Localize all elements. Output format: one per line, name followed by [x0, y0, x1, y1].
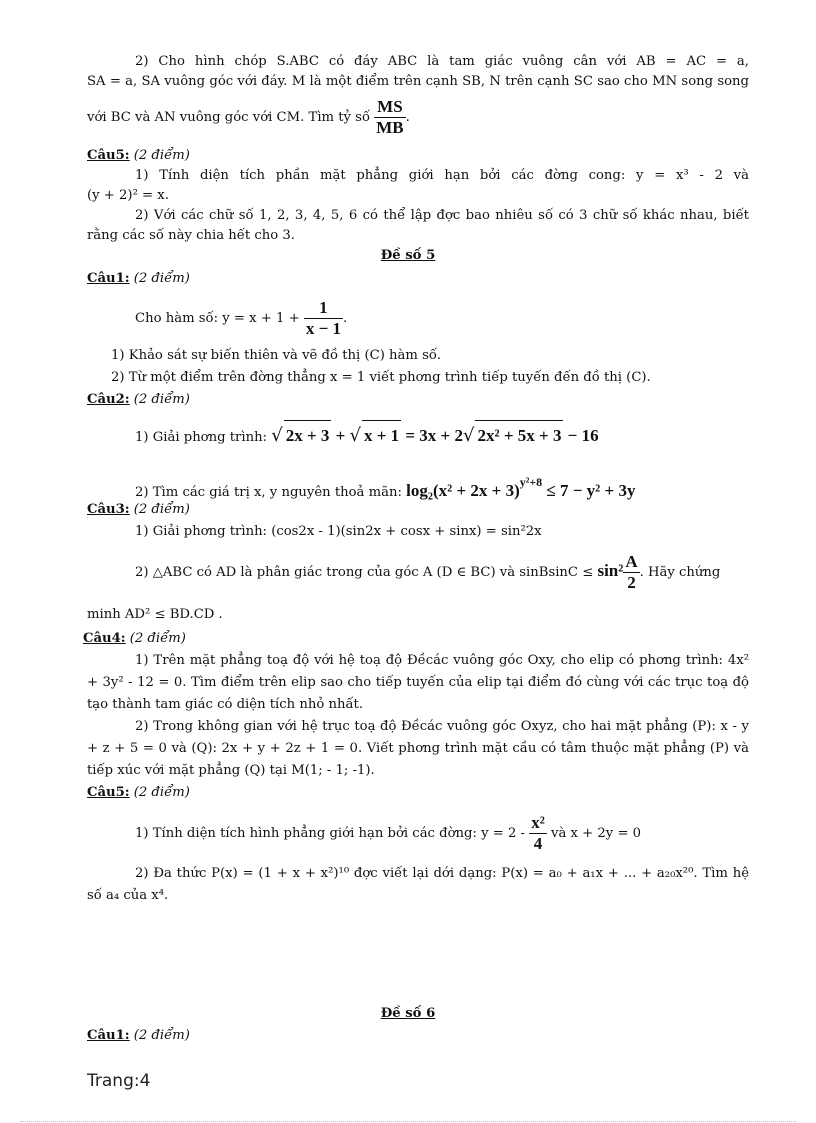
fraction-denominator: x − 1: [305, 319, 342, 338]
problem-text: 2) Tìm các giá trị x, y nguyên thoả mãn:: [135, 485, 402, 500]
math-exponent: y²+8: [519, 475, 543, 489]
question-header: [87, 269, 190, 288]
problem-text: 2) Từ một điểm trên đờng thẳng x = 1 viết phơng trình tiếp tuyến đến đồ thị (C).: [111, 370, 651, 385]
question-header: [87, 500, 190, 519]
math-expression: (x² + 2x + 3): [432, 481, 520, 500]
problem-text: tiếp xúc với mặt phẳng (Q) tại M(1; - 1; -1).: [87, 763, 375, 778]
problem-text: Cho hàm số: y = x + 1 +: [135, 311, 300, 326]
fraction-denominator: MB: [376, 118, 404, 137]
question-label: Câu1:: [87, 271, 130, 286]
problem-text: 2) Trong không gian với hệ trục toạ độ Đềcác vuông góc Oxyz, cho hai mặt phẳng (P): x - y: [135, 719, 749, 734]
question-points: (2 điểm): [133, 1028, 190, 1043]
curve-fraction: [529, 813, 547, 854]
question-label: Câu1:: [87, 1028, 130, 1043]
problem-text: với BC và AN vuông góc với CM. Tìm tỷ số: [87, 110, 371, 125]
problem-text: 2) Cho hình chóp S.ABC có đáy ABC là tam giác vuông cân với AB = AC = a,: [135, 54, 749, 69]
math-expression: ≤ 7 − y² + 3y: [546, 481, 636, 500]
question-points: (2 điểm): [129, 631, 186, 646]
problem-text: 2) Với các chữ số 1, 2, 3, 4, 5, 6 có thể lập đợc bao nhiêu số có 3 chữ số khác nhau, biết: [135, 208, 749, 223]
math-expression: − 16: [567, 426, 599, 445]
section-title: Đề số 5: [380, 248, 436, 263]
problem-text-ratio: [87, 97, 749, 138]
problem-text: rằng các số này chia hết cho 3.: [87, 228, 295, 243]
fraction-denominator: 4: [529, 833, 547, 854]
fraction-numerator: A: [625, 552, 638, 571]
math-expression: = 3x + 2: [405, 426, 463, 445]
math-expression: sin²: [597, 561, 624, 580]
problem-text: 1) Giải phơng trình: (cos2x - 1)(sin2x + cosx + sinx) = sin²2x: [135, 524, 542, 539]
radicand: 2x² + 5x + 3: [475, 420, 563, 451]
function-definition: [135, 296, 749, 342]
question-header: [83, 629, 186, 648]
ratio-fraction: [374, 97, 405, 138]
question-points: (2 điểm): [133, 392, 190, 407]
radicand: 2x + 3: [284, 420, 332, 451]
angle-fraction: [623, 552, 639, 593]
section-title: Đề số 6: [380, 1006, 436, 1021]
page-border: [20, 1121, 796, 1122]
question-header: [87, 1026, 190, 1045]
function-fraction: [304, 298, 343, 339]
question-label: Câu3:: [87, 502, 130, 517]
fraction-numerator: x²: [531, 813, 545, 832]
problem-text: 1) Tính diện tích hình phẳng giới hạn bởi các đờng: y = 2 -: [135, 826, 526, 841]
problem-text: và x + 2y = 0: [551, 826, 642, 841]
question-points: (2 điểm): [133, 148, 190, 163]
math-log: log₂: [406, 481, 433, 500]
problem-text: 1) Trên mặt phẳng toạ độ với hệ toạ độ Đềcác vuông góc Oxy, cho elip có phơng trình: 4x²: [135, 653, 749, 668]
question-header: [87, 146, 190, 165]
question-points: (2 điểm): [133, 271, 190, 286]
question-points: (2 điểm): [133, 785, 190, 800]
radical-icon: √: [462, 425, 475, 446]
problem-text-triangle: [135, 550, 749, 594]
radicand: x + 1: [362, 420, 401, 451]
question-header: [87, 783, 190, 802]
question-label: Câu5:: [87, 785, 130, 800]
area-problem: [135, 808, 749, 860]
inequality-line: [135, 462, 749, 513]
problem-text: số a₄ của x⁴.: [87, 888, 169, 903]
fraction-numerator: MS: [377, 97, 403, 116]
problem-text: + z + 5 = 0 và (Q): 2x + y + 2z + 1 = 0. Viết phơng trình mặt cầu có tâm thuộc mặt phẳng (P) và: [87, 741, 749, 756]
math-operator: +: [335, 426, 346, 445]
question-points: (2 điểm): [133, 502, 190, 517]
problem-text: 1) Khảo sát sự biến thiên và vẽ đồ thị (C) hàm số.: [111, 348, 442, 363]
fraction-numerator: 1: [319, 298, 328, 317]
question-label: Câu4:: [83, 631, 126, 646]
problem-text: (y + 2)² = x.: [87, 188, 169, 203]
fraction-denominator: 2: [623, 572, 639, 593]
problem-text: .: [343, 311, 348, 326]
problem-text: . Hãy chứng: [639, 565, 721, 580]
problem-text: 1) Tính diện tích phần mặt phẳng giới hạn bởi các đờng cong: y = x³ - 2 và: [135, 168, 749, 183]
problem-text: SA = a, SA vuông góc với đáy. M là một điểm trên cạnh SB, N trên cạnh SC sao cho MN song song: [87, 74, 749, 89]
problem-text: minh AD² ≤ BD.CD .: [87, 607, 223, 622]
question-label: Câu5:: [87, 148, 130, 163]
problem-text: 2) Đa thức P(x) = (1 + x + x²)¹⁰ đợc viết lại dới dạng: P(x) = a₀ + a₁x + ... + a₂₀x²⁰. Tìm hệ: [135, 866, 749, 881]
question-label: Câu2:: [87, 392, 130, 407]
problem-text: .: [405, 110, 410, 125]
page-footer: Trang:4: [87, 1071, 151, 1091]
radical-icon: √: [349, 425, 361, 446]
radical-icon: √: [271, 425, 283, 446]
problem-text: 1) Giải phơng trình:: [135, 430, 268, 445]
problem-text: 2) △ABC có AD là phân giác trong của góc A (D ∈ BC) và sinBsinC ≤: [135, 565, 594, 580]
question-header: [87, 390, 190, 409]
problem-text: + 3y² - 12 = 0. Tìm điểm trên elip sao cho tiếp tuyến của elip tại điểm đó cùng với các trục toạ độ: [87, 675, 749, 690]
problem-text: tạo thành tam giác có diện tích nhỏ nhất.: [87, 697, 364, 712]
equation-line: [135, 420, 749, 453]
